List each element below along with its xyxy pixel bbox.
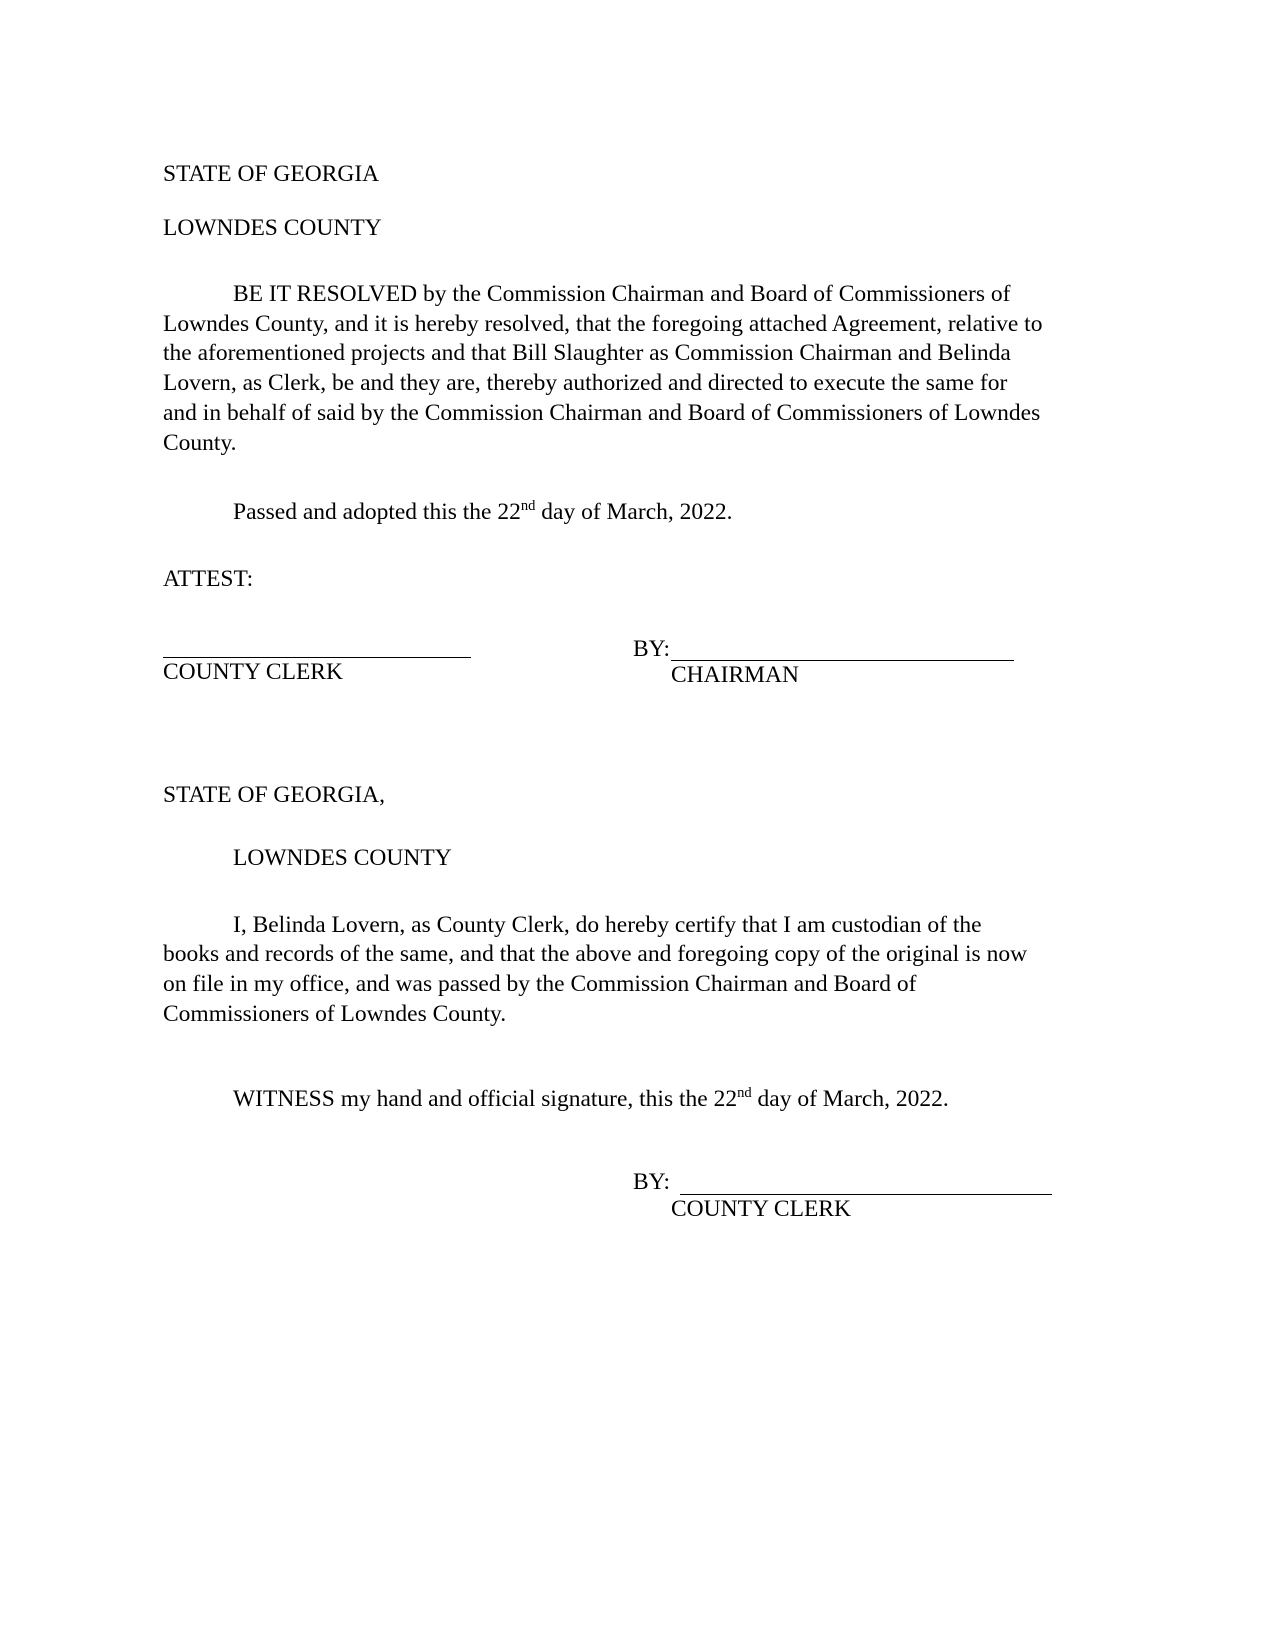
passed-adopted-ordinal: nd bbox=[520, 498, 536, 515]
by-row-county-clerk bbox=[633, 1171, 1053, 1195]
signature-right-chairman bbox=[633, 635, 1033, 689]
spacer bbox=[163, 187, 1043, 217]
passed-adopted-prefix: Passed and adopted this the 22 bbox=[233, 499, 521, 526]
spacer bbox=[163, 458, 1043, 498]
signature-line-county-clerk[interactable] bbox=[680, 1175, 1052, 1195]
signature-label-chairman: CHAIRMAN bbox=[671, 662, 799, 689]
by-row-chairman bbox=[633, 635, 1033, 662]
witness-suffix: day of March, 2022. bbox=[751, 1086, 949, 1113]
state-heading-primary: STATE OF GEORGIA bbox=[163, 161, 380, 187]
by-text-chairman: BY: bbox=[633, 635, 671, 662]
signature-line-chairman[interactable] bbox=[671, 641, 1014, 661]
passed-adopted-line bbox=[163, 498, 1043, 528]
county-heading-primary: LOWNDES COUNTY bbox=[163, 214, 382, 241]
signature-block-county-clerk bbox=[633, 1171, 1053, 1221]
state-heading-secondary: STATE OF GEORGIA, bbox=[163, 781, 386, 808]
passed-adopted-suffix: day of March, 2022. bbox=[535, 499, 733, 526]
signature-left-clerk bbox=[163, 638, 473, 685]
spacer bbox=[163, 871, 1043, 911]
spacer bbox=[163, 1029, 1043, 1085]
certification-paragraph: I, Belinda Lovern, as County Clerk, do hereby certify that I am custodian of the books and records of the same, and that the above and foregoing copy of the original is now on file in my office, and was passed by the Commission Chairman and Board of Commissioners of Lowndes County. bbox=[163, 911, 1028, 1027]
signature-label-county-clerk: COUNTY CLERK bbox=[163, 658, 343, 685]
signature-block-chairman bbox=[163, 635, 1043, 710]
signature-line-clerk[interactable] bbox=[163, 638, 471, 658]
witness-line bbox=[163, 1085, 1043, 1115]
resolution-paragraph: BE IT RESOLVED by the Commission Chairman and Board of Commissioners of Lowndes County, and it is hereby resolved, that the foregoing attached Agreement, relative to the aforementioned projects and that Bill Slaughter as Commission Chairman and Belinda Lovern, as Clerk, be and they are, thereby authorized and directed to execute the same for and in behalf of said by the Commission Chairman and Board of Commissioners of Lowndes County. bbox=[163, 281, 1043, 456]
spacer bbox=[163, 807, 1043, 847]
spacer bbox=[163, 240, 1043, 280]
document-body bbox=[163, 163, 1043, 1221]
spacer bbox=[163, 710, 1043, 784]
signature-label-county-clerk-final: COUNTY CLERK bbox=[671, 1195, 851, 1222]
county-heading-secondary: LOWNDES COUNTY bbox=[233, 845, 452, 872]
attest-label: ATTEST: bbox=[163, 566, 254, 593]
by-text-county-clerk: BY: bbox=[633, 1169, 671, 1196]
witness-prefix: WITNESS my hand and official signature, this the 22 bbox=[233, 1086, 738, 1113]
spacer bbox=[163, 528, 1043, 568]
witness-ordinal: nd bbox=[737, 1085, 752, 1102]
